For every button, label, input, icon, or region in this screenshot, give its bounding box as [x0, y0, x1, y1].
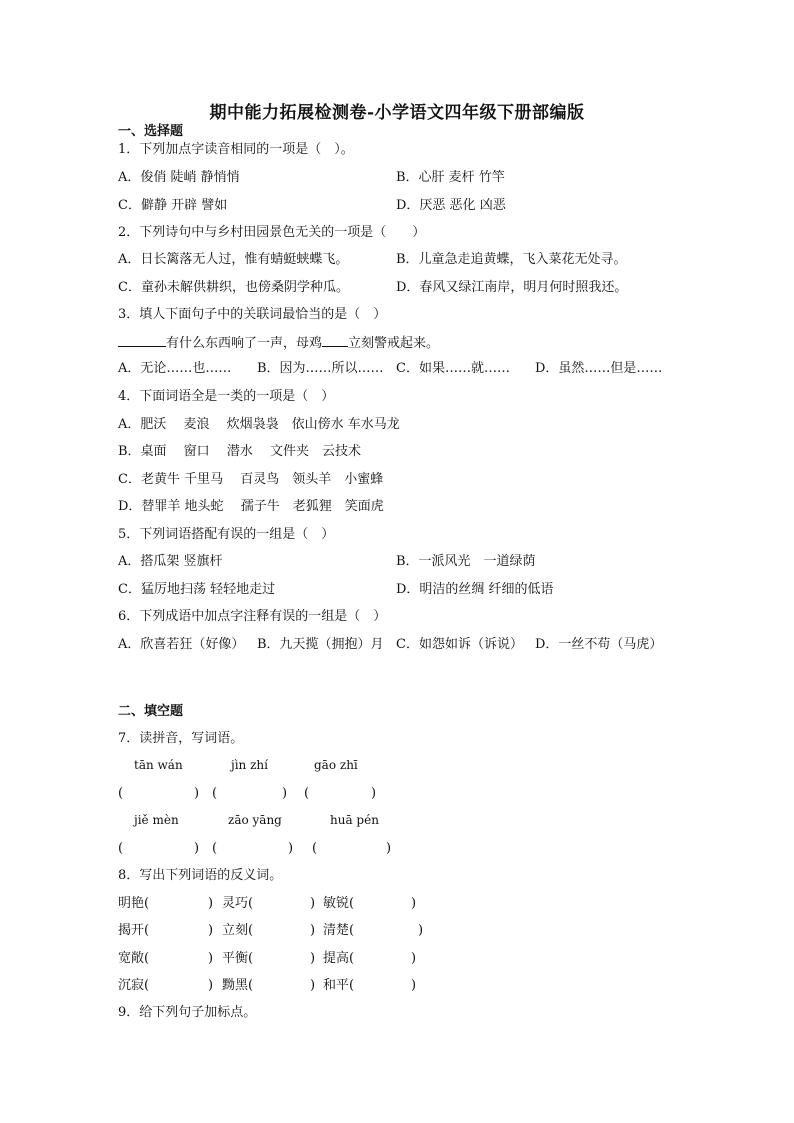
question-2-option-d: D．春风又绿江南岸，明月何时照我还。 [396, 280, 628, 295]
antonym-word: 清楚( [323, 923, 355, 938]
pinyin-label: tān wán [134, 758, 183, 772]
question-1-option-d: D．厌恶 恶化 凶恶 [396, 198, 506, 213]
question-4-option-c: C．老黄牛 千里马 百灵鸟 领头羊 小蜜蜂 [118, 472, 384, 487]
antonym-word: 平衡( [222, 951, 254, 966]
answer-paren-close: ) [386, 841, 392, 856]
antonym-word: 敏锐( [323, 896, 355, 911]
question-2-stem: 2．下列诗句中与乡村田园景色无关的一项是（ ） [118, 225, 426, 240]
answer-paren-close: ) [418, 923, 424, 938]
answer-paren-close: ) [371, 786, 377, 801]
antonym-word: 提高( [323, 951, 355, 966]
antonym-word: 宽敞( [118, 951, 150, 966]
antonym-word: 沉寂( [118, 978, 150, 993]
answer-paren-close: ) [310, 951, 316, 966]
question-2-option-b: B．儿童急走追黄蝶，飞入菜花无处寻。 [396, 252, 627, 267]
pinyin-label: zāo yāng [228, 813, 282, 827]
fill-blank[interactable] [118, 334, 166, 347]
answer-paren-close: ) [194, 786, 200, 801]
pinyin-label: jiě mèn [134, 813, 179, 827]
question-7-stem: 7．读拼音，写词语。 [118, 731, 244, 746]
section-heading-fill: 二、填空题 [118, 704, 184, 719]
question-2-option-a: A．日长篱落无人过，惟有蜻蜓蛱蝶飞。 [118, 252, 349, 267]
answer-paren-close: ) [208, 923, 214, 938]
answer-paren-close: ) [194, 841, 200, 856]
question-1-option-c: C．僻静 开辟 譬如 [118, 198, 228, 213]
antonym-word: 明艳( [118, 896, 150, 911]
answer-paren-open: ( [118, 841, 124, 856]
answer-paren-open: ( [212, 841, 218, 856]
question-1-stem: 1．下列加点字读音相同的一项是（ ）。 [118, 142, 354, 157]
question-5-option-b: B．一派风光 一道绿荫 [396, 554, 536, 569]
answer-paren-open: ( [212, 786, 218, 801]
answer-paren-close: ) [411, 951, 417, 966]
question-3-option-a: A．无论……也…… [118, 361, 232, 376]
question-5-option-a: A．搭瓜架 竖旗杆 [118, 554, 223, 569]
answer-paren-close: ) [208, 978, 214, 993]
question-3-option-c: C．如果……就…… [396, 361, 510, 376]
question-3-stem: 3．填人下面句子中的关联词最恰当的是（ ） [118, 307, 387, 322]
question-6-option-b: B．九天揽（拥抱）月 [257, 637, 384, 652]
answer-paren-close: ) [282, 786, 288, 801]
answer-paren-close: ) [411, 978, 417, 993]
answer-paren-close: ) [208, 896, 214, 911]
page-title: 期中能力拓展检测卷-小学语文四年级下册部编版 [209, 103, 585, 123]
question-6-option-a: A．欣喜若狂（好像） [118, 637, 245, 652]
question-4-option-b: B．桌面 窗口 潜水 文件夹 云技术 [118, 444, 361, 459]
answer-paren-close: ) [208, 951, 214, 966]
question-5-option-d: D．明洁的丝绸 纤细的低语 [396, 582, 554, 597]
answer-paren-open: ( [312, 841, 318, 856]
question-4-stem: 4．下面词语全是一类的一项是（ ） [118, 389, 335, 404]
question-3-sentence: 有什么东西响了一声，母鸡 立刻警戒起来。 [118, 334, 439, 352]
answer-paren-close: ) [411, 896, 417, 911]
question-5-stem: 5．下列词语搭配有误的一组是（ ） [118, 527, 335, 542]
antonym-word: 立刻( [222, 923, 254, 938]
question-6-option-d: D．一丝不苟（马虎） [535, 637, 663, 652]
question-2-option-c: C．童孙未解供耕织，也傍桑阴学种瓜。 [118, 280, 349, 295]
question-5-option-c: C．猛厉地扫荡 轻轻地走过 [118, 582, 276, 597]
answer-paren-open: ( [118, 786, 124, 801]
antonym-word: 和平( [323, 978, 355, 993]
answer-paren-open: ( [304, 786, 310, 801]
answer-paren-close: ) [310, 978, 316, 993]
question-3-option-d: D．虽然……但是…… [535, 361, 663, 376]
pinyin-label: gāo zhī [314, 758, 358, 772]
question-4-option-a: A．肥沃 麦浪 炊烟袅袅 依山傍水 车水马龙 [118, 417, 400, 432]
antonym-word: 灵巧( [222, 896, 254, 911]
antonym-word: 揭开( [118, 923, 150, 938]
antonym-word: 黝黑( [222, 978, 254, 993]
pinyin-label: jìn zhí [231, 758, 268, 772]
question-1-option-b: B．心肝 麦杆 竹竿 [396, 170, 505, 185]
question-6-stem: 6．下列成语中加点字注释有误的一组是（ ） [118, 609, 387, 624]
question-9-stem: 9．给下列句子加标点。 [118, 1005, 257, 1020]
section-heading-choice: 一、选择题 [118, 124, 184, 139]
question-4-option-d: D．替罪羊 地头蛇 孺子牛 老狐狸 笑面虎 [118, 499, 384, 514]
question-3-option-b: B．因为……所以…… [257, 361, 384, 376]
question-1-option-a: A．俊俏 陡峭 静悄悄 [118, 170, 240, 185]
answer-paren-close: ) [288, 841, 294, 856]
answer-paren-close: ) [310, 923, 316, 938]
answer-paren-close: ) [310, 896, 316, 911]
fill-blank[interactable] [322, 334, 348, 347]
question-8-stem: 8．写出下列词语的反义词。 [118, 868, 283, 883]
question-6-option-c: C．如怨如诉（诉说） [396, 637, 523, 652]
pinyin-label: huā pén [330, 813, 379, 827]
